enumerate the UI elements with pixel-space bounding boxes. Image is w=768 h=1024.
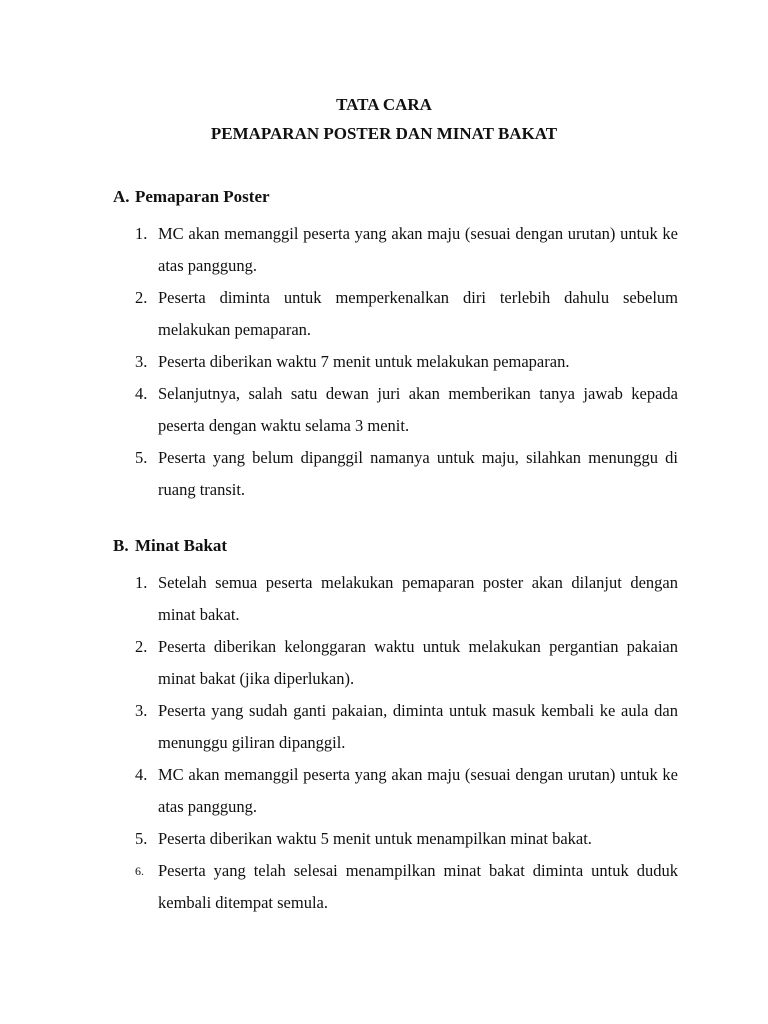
list-item bbox=[130, 759, 678, 823]
item-number: 3. bbox=[135, 352, 148, 371]
section-title: Minat Bakat bbox=[135, 536, 228, 555]
list-item bbox=[130, 218, 678, 282]
item-text: Peserta diberikan kelonggaran waktu untuk melakukan pergantian pakaian minat bakat (jika diperlukan). bbox=[158, 637, 678, 688]
list-item bbox=[130, 855, 678, 919]
list-item bbox=[130, 567, 678, 631]
item-number: 2. bbox=[135, 288, 148, 307]
item-text: Peserta yang telah selesai menampilkan minat bakat diminta untuk duduk kembali ditempat semula. bbox=[158, 861, 678, 912]
item-number: 1. bbox=[135, 573, 148, 592]
document-title: TATA CARA bbox=[336, 95, 432, 114]
section-heading-a bbox=[113, 187, 270, 207]
item-number: 6. bbox=[135, 864, 144, 878]
list-item bbox=[130, 346, 678, 378]
section-a-list bbox=[130, 218, 678, 506]
item-number: 2. bbox=[135, 637, 148, 656]
list-item bbox=[130, 823, 678, 855]
item-text: Peserta yang belum dipanggil namanya untuk maju, silahkan menunggu di ruang transit. bbox=[158, 448, 678, 499]
item-text: MC akan memanggil peserta yang akan maju (sesuai dengan urutan) untuk ke atas panggung. bbox=[158, 224, 678, 275]
item-text: Setelah semua peserta melakukan pemaparan poster akan dilanjut dengan minat bakat. bbox=[158, 573, 678, 624]
item-text: Peserta diberikan waktu 5 menit untuk menampilkan minat bakat. bbox=[158, 829, 592, 848]
list-item bbox=[130, 442, 678, 506]
section-letter: A. bbox=[113, 187, 130, 206]
item-text: Peserta diberikan waktu 7 menit untuk melakukan pemaparan. bbox=[158, 352, 570, 371]
list-item bbox=[130, 378, 678, 442]
section-title: Pemaparan Poster bbox=[135, 187, 270, 206]
item-number: 1. bbox=[135, 224, 148, 243]
item-text: MC akan memanggil peserta yang akan maju (sesuai dengan urutan) untuk ke atas panggung. bbox=[158, 765, 678, 816]
item-number: 4. bbox=[135, 384, 148, 403]
document-subtitle: PEMAPARAN POSTER DAN MINAT BAKAT bbox=[210, 124, 558, 143]
item-text: Peserta diminta untuk memperkenalkan diri terlebih dahulu sebelum melakukan pemaparan. bbox=[158, 288, 678, 339]
item-text: Selanjutnya, salah satu dewan juri akan memberikan tanya jawab kepada peserta dengan waktu selama 3 menit. bbox=[158, 384, 678, 435]
list-item bbox=[130, 631, 678, 695]
list-item bbox=[130, 282, 678, 346]
item-text: Peserta yang sudah ganti pakaian, diminta untuk masuk kembali ke aula dan menunggu giliran dipanggil. bbox=[158, 701, 678, 752]
item-number: 4. bbox=[135, 765, 148, 784]
item-number: 5. bbox=[135, 448, 148, 467]
section-b-list bbox=[130, 567, 678, 919]
section-letter: B. bbox=[113, 536, 129, 555]
section-heading-b bbox=[113, 536, 227, 556]
list-item bbox=[130, 695, 678, 759]
item-number: 3. bbox=[135, 701, 148, 720]
item-number: 5. bbox=[135, 829, 148, 848]
